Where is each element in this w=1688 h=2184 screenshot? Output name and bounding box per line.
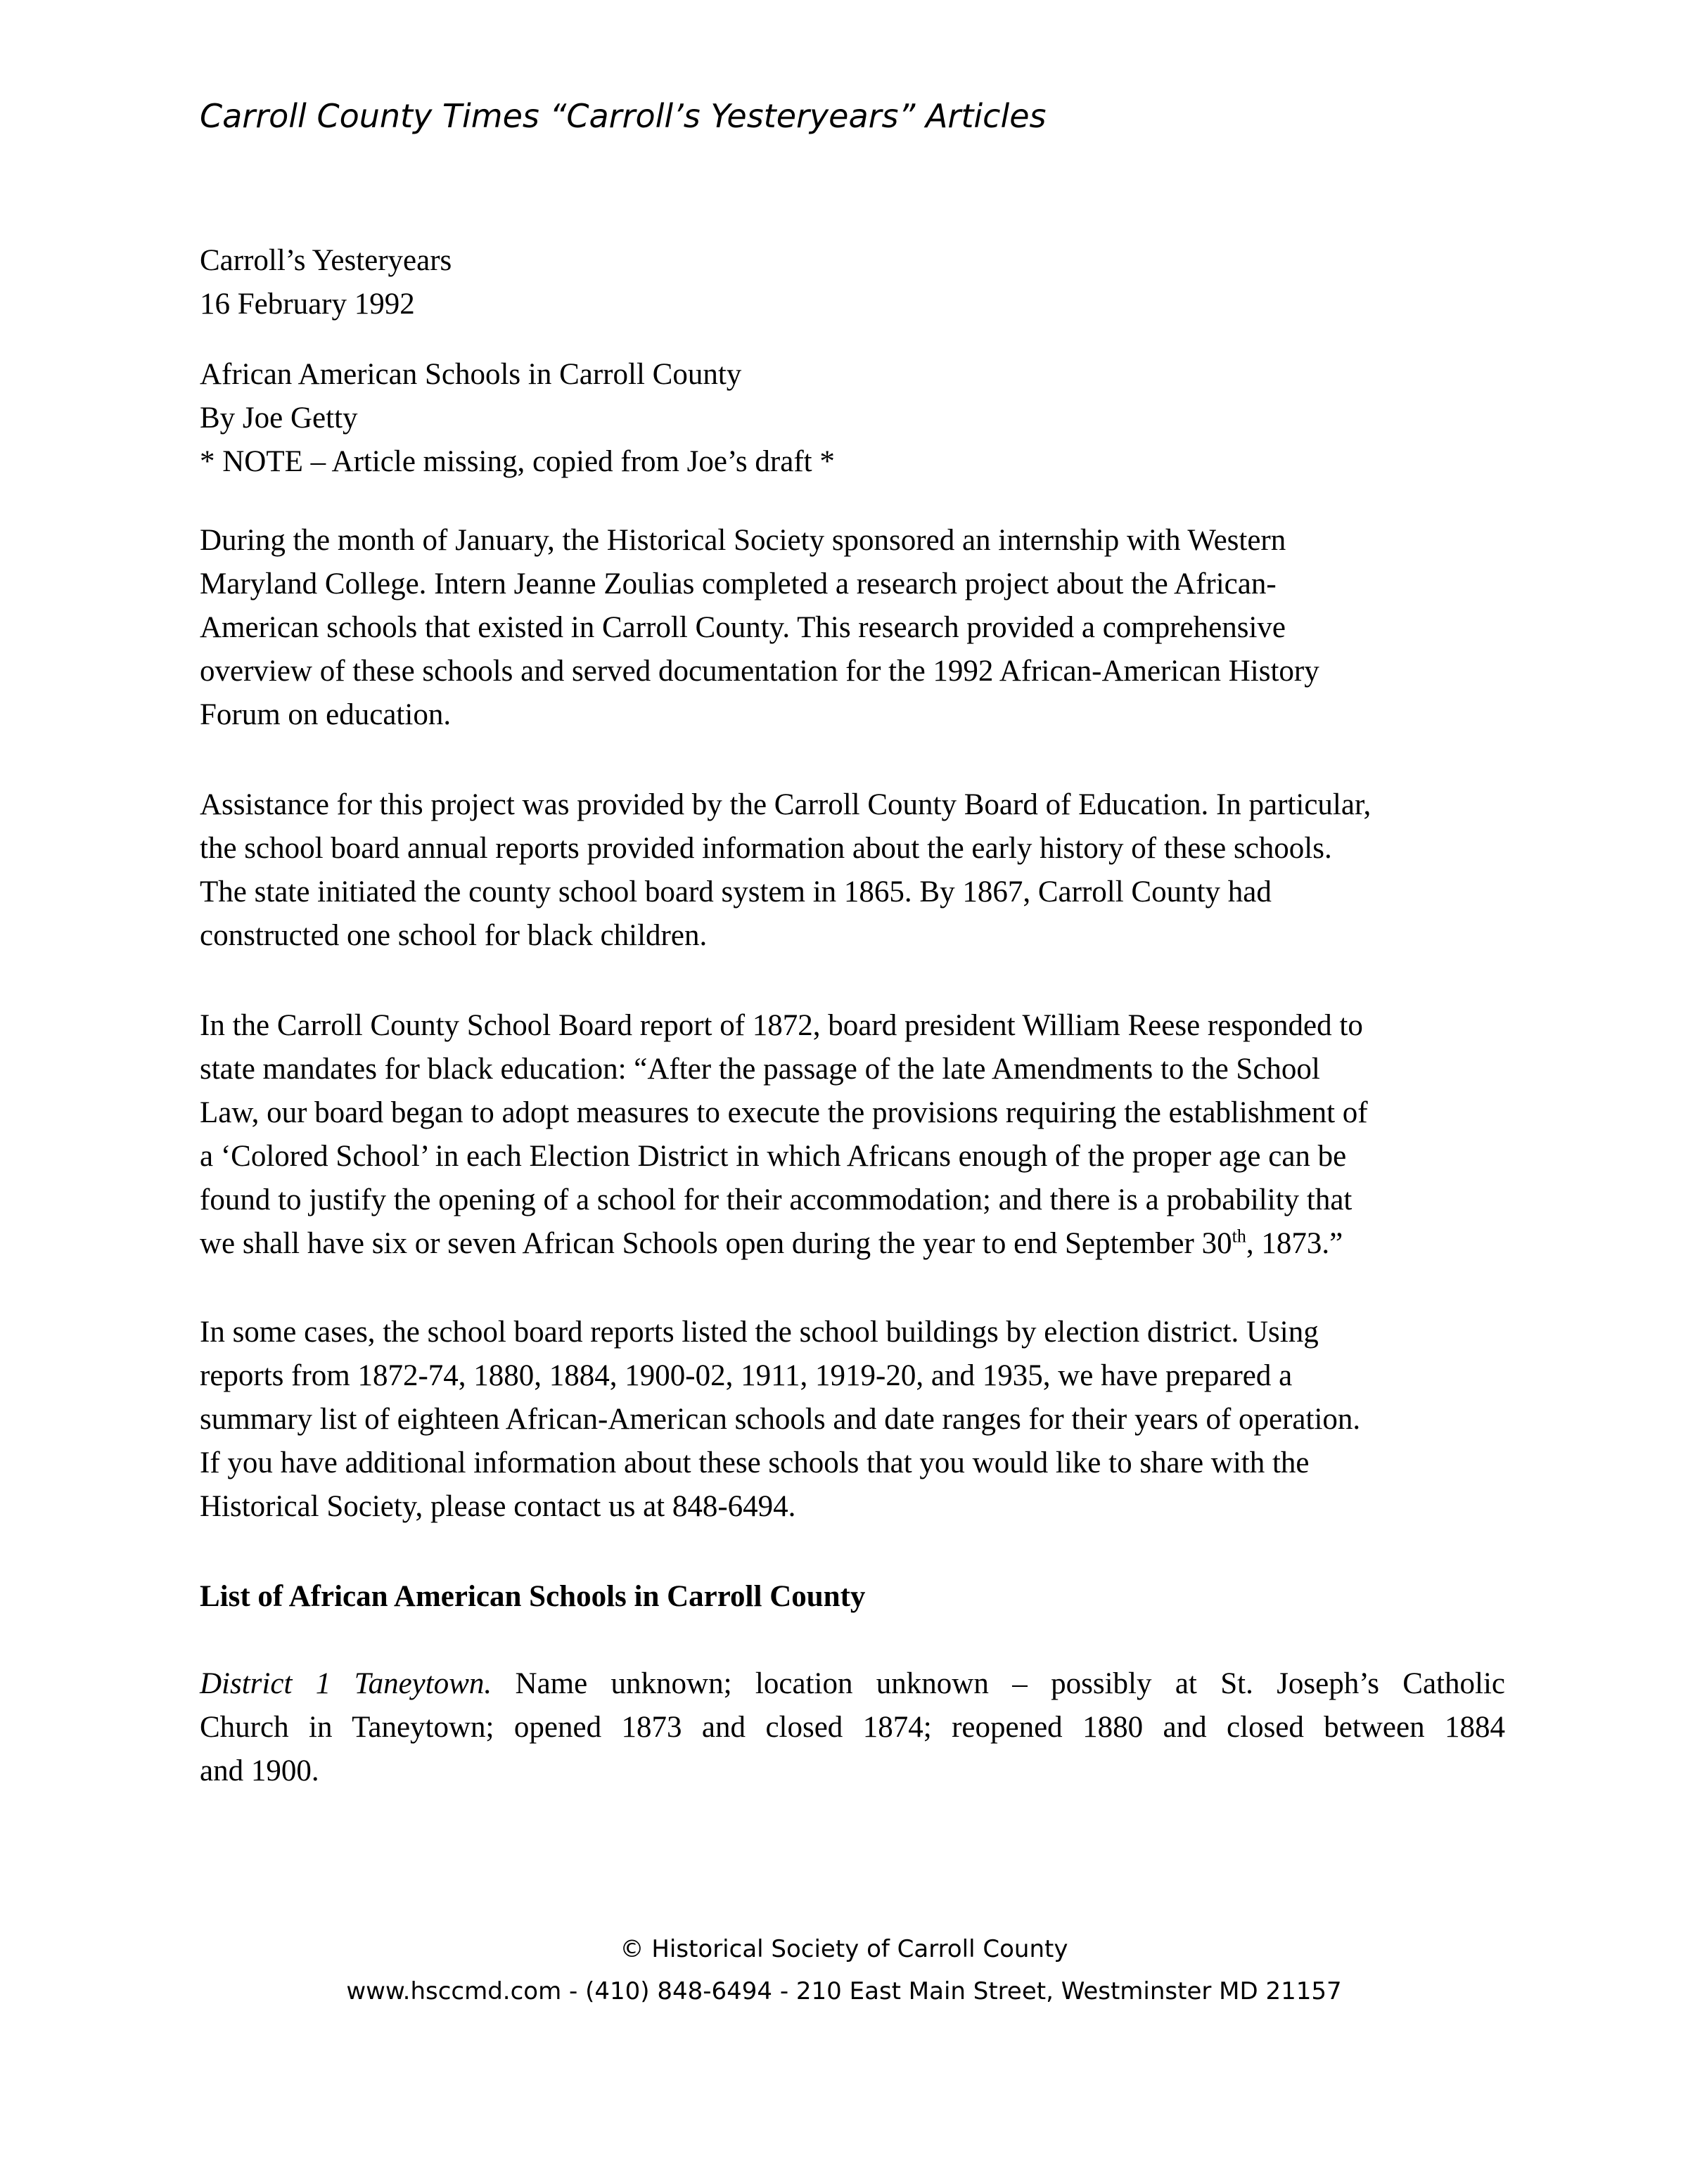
list-heading (200, 1575, 1505, 1619)
paragraph-line: a ‘Colored School’ in each Election District in which Africans enough of the proper age can be (200, 1140, 1347, 1173)
paragraph-text: Name unknown; location unknown – possibly at St. Joseph’s Catholic (492, 1667, 1505, 1700)
ordinal-suffix: th (1232, 1226, 1246, 1247)
paragraph-2 (200, 783, 1505, 958)
paragraph-line: Assistance for this project was provided by the Carroll County Board of Education. In particular, (200, 788, 1372, 821)
footer-contact: www.hsccmd.com - (410) 848-6494 - 210 East Main Street, Westminster MD 21157 (346, 1977, 1342, 2005)
paragraph-line: Law, our board began to adopt measures to execute the provisions requiring the establishment of (200, 1096, 1368, 1129)
paragraph-line: summary list of eighteen African-American schools and date ranges for their years of operation. (200, 1403, 1361, 1436)
paragraph-line: reports from 1872-74, 1880, 1884, 1900-02, 1911, 1919-20, and 1935, we have prepared a (200, 1359, 1293, 1392)
paragraph-3 (200, 1004, 1505, 1266)
paragraph-line: Maryland College. Intern Jeanne Zoulias completed a research project about the African- (200, 567, 1277, 600)
paragraph-line (200, 1222, 1505, 1266)
paragraph-line: The state initiated the county school board system in 1865. By 1867, Carroll County had (200, 875, 1272, 908)
column-name: Carroll’s Yesteryears (200, 244, 452, 277)
paragraph-line: overview of these schools and served documentation for the 1992 African-American History (200, 655, 1319, 688)
footer-copyright: © Historical Society of Carroll County (620, 1935, 1068, 1963)
paragraph-line: Forum on education. (200, 698, 452, 731)
paragraph-line: If you have additional information about these schools that you would like to share with the (200, 1446, 1310, 1479)
district-label: District 1 Taneytown. (200, 1667, 492, 1700)
paragraph-line: American schools that existed in Carroll County. This research provided a comprehensive (200, 611, 1286, 644)
article-meta (200, 239, 1505, 326)
article-heading-block (200, 353, 1505, 484)
paragraph-line: and 1900. (200, 1754, 319, 1787)
paragraph-4 (200, 1311, 1505, 1529)
paragraph-line: constructed one school for black children. (200, 919, 708, 952)
article-title: African American Schools in Carroll County (200, 358, 742, 391)
paragraph-line: In some cases, the school board reports listed the school buildings by election district. Using (200, 1316, 1319, 1349)
paragraph-text: we shall have six or seven African Schools open during the year to end September 30 (200, 1227, 1232, 1260)
district-1-entry (200, 1662, 1505, 1793)
article-note: * NOTE – Article missing, copied from Joe’s draft * (200, 445, 835, 478)
paragraph-1 (200, 519, 1505, 737)
paragraph-line: found to justify the opening of a school for their accommodation; and there is a probability that (200, 1183, 1353, 1216)
paragraph-line: In the Carroll County School Board report of 1872, board president William Reese responded to (200, 1009, 1363, 1042)
paragraph-line: state mandates for black education: “After the passage of the late Amendments to the School (200, 1053, 1320, 1086)
paragraph-line (200, 1662, 1505, 1706)
article-byline: By Joe Getty (200, 402, 358, 435)
list-heading-text: List of African American Schools in Carroll County (200, 1580, 866, 1613)
page-header-title: Carroll County Times “Carroll’s Yesteryears” Articles (200, 97, 1047, 135)
paragraph-line: Church in Taneytown; opened 1873 and closed 1874; reopened 1880 and closed between 1884 (200, 1711, 1505, 1744)
paragraph-line: During the month of January, the Historical Society sponsored an internship with Western (200, 524, 1286, 557)
article-date: 16 February 1992 (200, 288, 415, 321)
paragraph-line: Historical Society, please contact us at 848-6494. (200, 1490, 796, 1523)
paragraph-line: the school board annual reports provided information about the early history of these schools. (200, 832, 1332, 865)
paragraph-text: , 1873.” (1246, 1227, 1343, 1260)
